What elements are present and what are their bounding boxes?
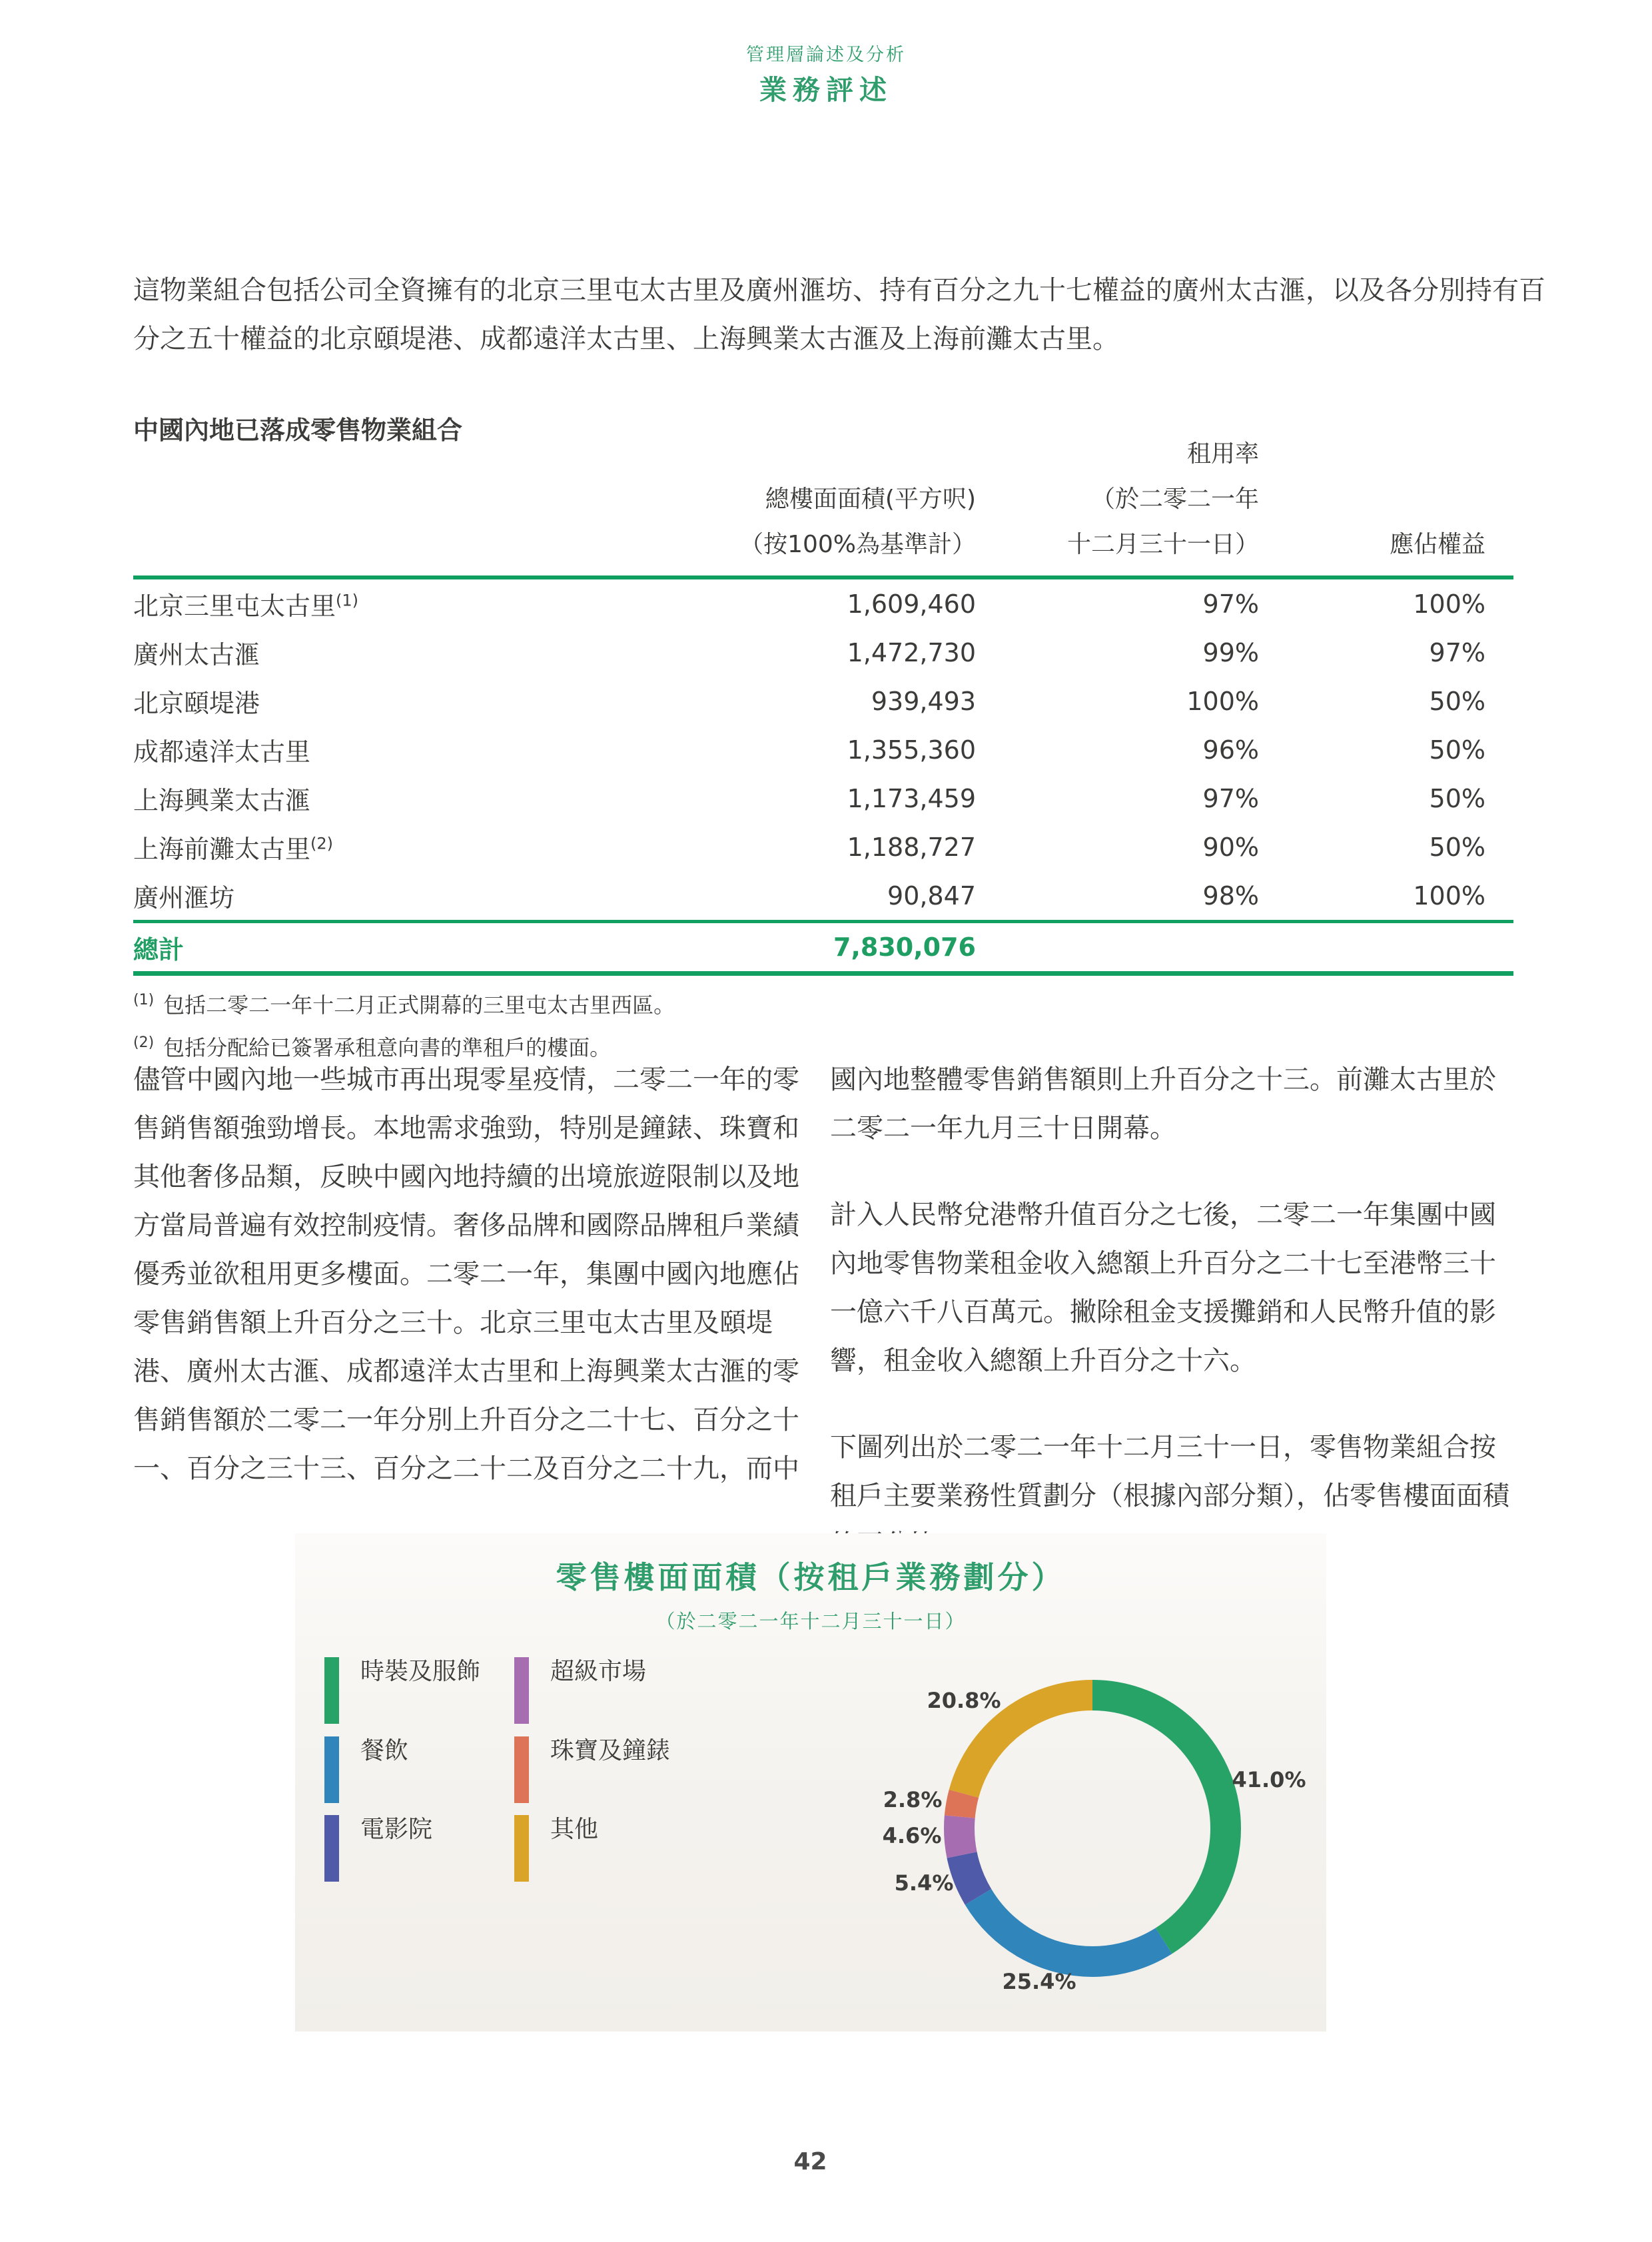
slice-label-jewellery: 2.8% (883, 1787, 943, 1812)
body-column-right (830, 1056, 1523, 1569)
footnote-text: 包括分配給已簽署承租意向書的準租戶的樓面。 (163, 1035, 612, 1060)
col-occupancy-header: 十二月三十一日） (1066, 531, 1259, 558)
interest-value: 50% (1429, 783, 1485, 813)
body-line: 優秀並欲租用更多樓面。二零二一年，集團中國內地應佔 (133, 1259, 799, 1290)
col-occupancy-header: （於二零二一年 (1090, 486, 1259, 513)
gfa-value: 939,493 (871, 686, 976, 716)
body-line: 一億六千八百萬元。撇除租金支援攤銷和人民幣升值的影 (830, 1297, 1496, 1327)
legend-swatch (514, 1736, 529, 1803)
table-row (133, 725, 1513, 774)
gfa-value: 1,355,360 (847, 735, 976, 765)
legend-item-cinema (324, 1815, 432, 1882)
footnote-marker: (2) (310, 834, 334, 853)
legend-item-supermarket (514, 1657, 646, 1724)
slice-label-cinema: 5.4% (894, 1870, 954, 1896)
property-table (133, 432, 1513, 976)
body-line: 一、百分之三十三、百分之二十二及百分之二十九，而中 (133, 1453, 799, 1484)
body-line: 港、廣州太古滙、成都遠洋太古里和上海興業太古滙的零 (133, 1356, 799, 1387)
legend-label: 餐飲 (360, 1737, 409, 1764)
legend-item-others (514, 1815, 598, 1882)
property-name: 上海興業太古滙 (133, 786, 311, 815)
legend-swatch (324, 1657, 339, 1724)
interest-value: 50% (1429, 735, 1485, 765)
occupancy-value: 98% (1202, 881, 1259, 911)
intro-line: 分之五十權益的北京頤堤港、成都遠洋太古里、上海興業太古滙及上海前灘太古里。 (133, 324, 1119, 354)
legend-swatch (324, 1736, 339, 1803)
occupancy-value: 99% (1202, 637, 1259, 667)
body-line: 儘管中國內地一些城市再出現零星疫情，二零二一年的零 (133, 1064, 799, 1095)
legend-swatch (514, 1815, 529, 1882)
table-row (133, 628, 1513, 677)
slice-label-supermarket: 4.6% (882, 1823, 942, 1848)
legend-item-fashion (324, 1657, 480, 1724)
property-name: 廣州滙坊 (133, 883, 235, 913)
gfa-value: 1,472,730 (847, 637, 976, 667)
interest-value: 100% (1413, 881, 1485, 911)
body-line: 下圖列出於二零二一年十二月三十一日，零售物業組合按 (830, 1432, 1496, 1463)
occupancy-value: 97% (1202, 589, 1259, 619)
table-row (133, 823, 1513, 871)
legend-label: 時裝及服飾 (360, 1658, 481, 1685)
gfa-value: 90,847 (887, 881, 976, 911)
property-name: 上海前灘太古里 (133, 835, 311, 864)
legend-swatch (514, 1657, 529, 1724)
col-gfa-header: （按100%為基準計） (739, 531, 976, 558)
col-gfa-header: 總樓面面積(平方呎) (765, 486, 976, 513)
report-section-title: 管理層論述及分析 (746, 45, 906, 65)
footnote-marker: (1) (336, 591, 359, 610)
body-line: 其他奢侈品類，反映中國內地持續的出境旅遊限制以及地 (133, 1162, 799, 1192)
occupancy-value: 90% (1202, 832, 1259, 862)
property-name: 北京三里屯太古里 (133, 591, 336, 621)
occupancy-value: 97% (1202, 783, 1259, 813)
slice-label-fashion: 41.0% (1232, 1767, 1306, 1792)
intro-paragraph (133, 266, 1545, 364)
table-row (133, 677, 1513, 725)
legend-label: 其他 (550, 1816, 599, 1843)
property-name: 廣州太古滙 (133, 640, 260, 669)
table-row (133, 871, 1513, 920)
body-line: 售銷售額於二零二一年分別上升百分之二十七、百分之十 (133, 1405, 799, 1435)
interest-value: 50% (1429, 686, 1485, 716)
body-line: 租戶主要業務性質劃分（根據內部分類），佔零售樓面面積 (830, 1481, 1509, 1511)
legend-label: 電影院 (360, 1816, 433, 1843)
slice-label-others: 20.8% (927, 1688, 1001, 1713)
gfa-value: 1,609,460 (847, 589, 976, 619)
interest-value: 100% (1413, 589, 1485, 619)
col-occupancy-header: 租用率 (1186, 440, 1259, 468)
gfa-value: 1,188,727 (847, 832, 976, 862)
legend-label: 超級市場 (550, 1658, 647, 1685)
body-line: 響，租金收入總額上升百分之十六。 (830, 1345, 1256, 1376)
legend-item-jewellery (514, 1736, 670, 1803)
table-row (133, 579, 1513, 628)
chart-title: 零售樓面面積（按租戶業務劃分） (556, 1559, 1066, 1595)
body-line: 內地零售物業租金收入總額上升百分之二十七至港幣三十 (830, 1248, 1496, 1279)
legend-item-food (324, 1736, 408, 1803)
occupancy-value: 100% (1186, 686, 1259, 716)
legend-label: 珠寶及鐘錶 (550, 1737, 671, 1764)
body-line: 計入人民幣兌港幣升值百分之七後，二零二一年集團中國 (830, 1200, 1496, 1230)
body-line: 售銷售額強勁增長。本地需求強勁，特別是鐘錶、珠寶和 (133, 1113, 799, 1144)
body-line: 國內地整體零售銷售額則上升百分之十三。前灘太古里於 (830, 1064, 1496, 1095)
total-label: 總計 (133, 934, 185, 964)
interest-value: 50% (1429, 832, 1485, 862)
table-header (133, 432, 1513, 567)
interest-value: 97% (1429, 637, 1485, 667)
footnote-1 (133, 988, 675, 1019)
page-number: 42 (793, 2148, 827, 2175)
legend-swatch (324, 1815, 339, 1882)
footnote-marker: (2) (133, 1034, 155, 1052)
table-rule-bottom (133, 971, 1513, 976)
table-row (133, 774, 1513, 823)
col-interest-header: 應佔權益 (1389, 531, 1485, 558)
footnote-text: 包括二零二一年十二月正式開幕的三里屯太古里西區。 (163, 992, 675, 1018)
occupancy-value: 96% (1202, 735, 1259, 765)
body-column-left (133, 1056, 799, 1493)
total-gfa-value: 7,830,076 (833, 933, 976, 962)
body-line: 零售銷售額上升百分之三十。北京三里屯太古里及頤堤 (133, 1308, 773, 1338)
body-line: 方當局普遍有效控制疫情。奢侈品牌和國際品牌租戶業績 (133, 1210, 799, 1241)
footnote-marker: (1) (133, 992, 155, 1009)
table-title: 中國內地已落成零售物業組合 (133, 416, 463, 445)
body-line: 二零二一年九月三十日開幕。 (830, 1113, 1176, 1144)
page-title: 業務評述 (759, 74, 893, 106)
gfa-value: 1,173,459 (847, 783, 976, 813)
table-total-row (133, 923, 1513, 971)
intro-line: 這物業組合包括公司全資擁有的北京三里屯太古里及廣州滙坊、持有百分之九十七權益的廣州太古滙，以及各分別持有百 (133, 275, 1545, 306)
slice-label-food: 25.4% (1002, 1969, 1076, 1994)
property-name: 北京頤堤港 (133, 689, 260, 718)
property-name: 成都遠洋太古里 (133, 737, 311, 767)
chart-subtitle: （於二零二一年十二月三十一日） (655, 1610, 966, 1633)
